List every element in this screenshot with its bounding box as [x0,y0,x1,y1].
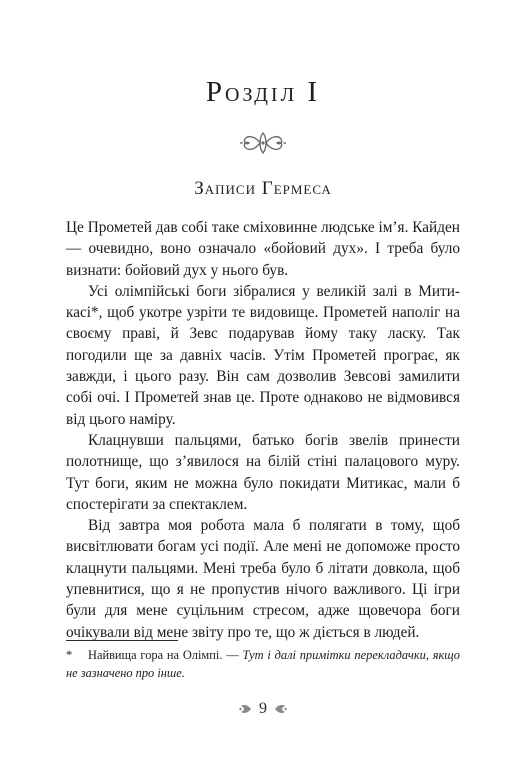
ornament-icon [240,130,286,156]
page-number-left-ornament-icon [239,702,251,716]
section-title: Записи Гермеса [194,178,332,199]
footnote-divider [66,640,178,641]
page-number-right-ornament-icon [275,702,287,716]
page-number: 9 [259,700,267,718]
footnote [66,646,460,682]
body-text [66,217,460,643]
footnote-text: Найвища гора на Олімпі. — [88,648,243,662]
paragraph: Від завтра моя робота мала б полягати в тому, щоб висвітлювати богам усі події. Але мені не допоможе просто клацнути пальцями. Мені треба було б літати довкола, щоб упевнитися, що я не пропустив нічого важливого. Ці ігри були для мене суцільним стресом, адже щовечора боги очікували від мене звіту про те, що ж діється в людей. [66,517,460,641]
paragraph: Це Прометей дав собі таке сміховинне людське ім’я. Кайден — очевидно, воно означало «бойовий дух». І треба було визнати: бойовий дух у нього був. [66,219,460,279]
chapter-title: Розділ I [205,76,321,108]
page-number-block [0,700,526,724]
paragraph: Клацнувши пальцями, батько богів звелів принести полотнище, що з’явилося на білій стіні палацового муру. Тут боги, яким не можна було покидати Митикас, мали б спостерігати за спектаклем. [66,431,460,513]
paragraph: Усі олімпійські боги зібралися у великій залі в Митикасі*, щоб укотре узріти те видовище. Прометей наполіг на своєму праві, й Зевс подарував йому таку ласку. Так погодили ще за давніх часів. Утім Прометей програє, як завжди, і цього разу. Він сам дозволив Зевсові замилити собі очі. І Прометей знав це. Проте однаково не відмовився від цього наміру. [66,282,460,428]
footnote-mark: * [66,648,73,662]
footnote-translator-note: Тут і далі примітки перекладачки, якщо не зазначено про інше. [66,648,460,680]
